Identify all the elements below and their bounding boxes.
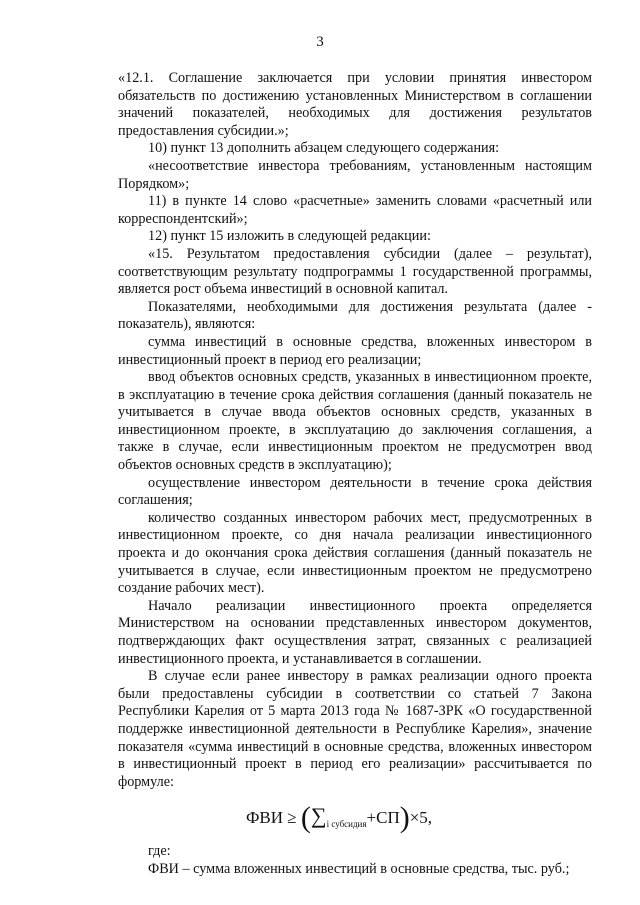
paragraph-item-10-text: «несоответствие инвестора требованиям, установленным настоящим Порядком»; bbox=[118, 157, 592, 192]
formula-times: ×5, bbox=[409, 808, 433, 828]
paragraph-12-1: «12.1. Соглашение заключается при условии принятия инвестором обязательств по достижению установленных Министерством в соглашении значений показателей, необходимых для достижения результатов предоставления субсидии.»; bbox=[118, 70, 592, 139]
formula bbox=[118, 799, 592, 837]
formula-operator: ≥ bbox=[287, 808, 297, 828]
paragraph-item-11: 11) в пункте 14 слово «расчетные» заменить словами «расчетный или корреспондентский»; bbox=[118, 193, 592, 227]
page-number: 3 bbox=[316, 34, 324, 50]
paragraph-indicators: Показателями, необходимыми для достижения результата (далее - показатель), являются: bbox=[118, 298, 592, 333]
formula-subscript: i субсидия bbox=[326, 819, 367, 830]
document-body bbox=[118, 70, 592, 879]
formula-open-paren: ( bbox=[300, 801, 311, 835]
paragraph-item-12: 12) пункт 15 изложить в следующей редакции: bbox=[148, 228, 431, 245]
paragraph-assets-commissioning: ввод объектов основных средств, указанных в инвестиционном проекте, в эксплуатацию в течение срока действия соглашения (данный показатель не учитывается в случае ввода объектов основных средств, указанных в инвестиционном проекте, в эксплуатацию до заключения соглашения, а также в случае, если инвестиционным проектом не предусмотрен ввод объектов основных средств в эксплуатацию); bbox=[118, 369, 592, 474]
paragraph-activity: осуществление инвестором деятельности в течение срока действия соглашения; bbox=[118, 474, 592, 509]
paragraph-investment-sum: сумма инвестиций в основные средства, вложенных инвестором в инвестиционный проект в период его реализации; bbox=[118, 333, 592, 368]
formula-plus-term: +СП bbox=[366, 808, 400, 828]
paragraph-previous-subsidies: В случае если ранее инвестору в рамках реализации одного проекта были предоставлены субсидии в соответствии со статьей 7 Закона Республики Карелия от 5 марта 2013 года № 1687-ЗРК «О государственной поддержке инвестиционной деятельности в Республике Карелия», значение показателя «сумма инвестиций в основные средства, вложенных инвестором в инвестиционный проект в период его реализации» рассчитывается по формуле: bbox=[118, 668, 592, 790]
paragraph-jobs: количество созданных инвестором рабочих мест, предусмотренных в инвестиционном проекте, со дня начала реализации инвестиционного проекта и до окончания срока действия соглашения (данный показатель не учитывается в случае, если инвестиционным проектом не предусмотрено создание рабочих мест). bbox=[118, 509, 592, 597]
formula-sigma: ∑ bbox=[310, 803, 327, 829]
paragraph-item-10: 10) пункт 13 дополнить абзацем следующего содержания: bbox=[148, 140, 500, 157]
paragraph-fvi-definition: ФВИ – сумма вложенных инвестиций в основные средства, тыс. руб.; bbox=[148, 860, 570, 877]
formula-close-paren: ) bbox=[399, 801, 410, 835]
paragraph-where: где: bbox=[148, 843, 171, 860]
paragraph-project-start: Начало реализации инвестиционного проекта определяется Министерством на основании представленных инвестором документов, подтверждающих факт осуществления затрат, связанных с реализацией инвестиционного проекта, и устанавливается в соглашении. bbox=[118, 597, 592, 667]
paragraph-15: «15. Результатом предоставления субсидии (далее – результат), соответствующим результату подпрограммы 1 государственной программы, является рост объема инвестиций в основной капитал. bbox=[118, 245, 592, 298]
formula-lhs: ФВИ bbox=[246, 808, 284, 828]
